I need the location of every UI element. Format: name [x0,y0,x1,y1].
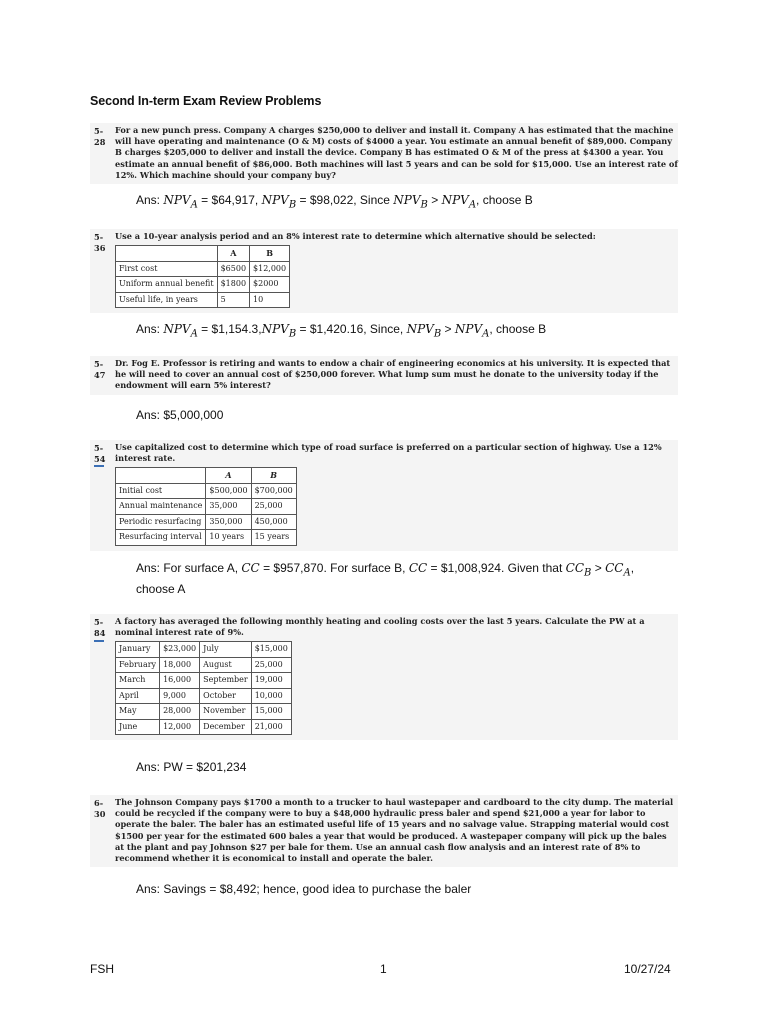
problem-5-54 [90,440,678,551]
data-table [115,245,290,308]
problem-5-47 [90,356,678,395]
problem-text: The Johnson Company pays $1700 a month to a trucker to haul wastepaper and cardboard to the city dump. The material could be recycled if the company were to buy a $48,000 hydraulic press baler and spend $21,000 a year for labor to operate the baler. The baler has an estimated useful life of 15 years and no salvage value. Strapping material would cost $1500 per year for the estimated 600 bales a year that would be produced. A wastepaper company will pick up the bales at the plant and pay Johnson $27 per bale for them. Use an annual cash flow analysis and an interest rate of 8% to recommend whether it is economical to install and operate the baler. [115,797,674,864]
problem-number: 5- 54 [94,443,106,465]
table-row: February 18,000 August 25,000 [116,657,292,673]
footer-left: FSH [90,962,114,976]
problem-text: For a new punch press. Company A charges $250,000 to deliver and install it. Company A has estimated that the machine will have operating and maintenance (O & M) costs of $4000 a year. You estimate an annual benefit of $89,000. Company B charges $205,000 to deliver and install the device. Company B has estimated O & M of the press at $4300 a year. You estimate an annual benefit of $86,000. Both machines will last 5 years and can be sold for $15,000. Use an interest rate of 12%. Which machine should your company buy? [115,125,678,180]
data-table [115,641,292,735]
table-row: Useful life, in years 5 10 [116,292,290,308]
blue-marker [94,640,104,642]
problem-number: 5- 47 [94,359,106,381]
footer-date: 10/27/24 [624,962,671,976]
problem-number: 5- 28 [94,126,106,148]
problem-5-28 [90,123,678,184]
table-row: June 12,000 December 21,000 [116,719,292,735]
document-title: Second In-term Exam Review Problems [90,94,322,108]
table-row: April 9,000 October 10,000 [116,688,292,704]
table-row: January $23,000 July $15,000 [116,642,292,658]
table-row: March 16,000 September 19,000 [116,673,292,689]
table-row: Initial cost $500,000 $700,000 [116,483,297,499]
table-row: Uniform annual benefit $1800 $2000 [116,277,290,293]
problem-text: Use a 10-year analysis period and an 8% interest rate to determine which alternative should be selected: [115,231,596,241]
problem-6-30 [90,795,678,867]
blue-marker [94,465,104,467]
answer-6-30: Ans: Savings = $8,492; hence, good idea to purchase the baler [136,882,472,896]
problem-text: Use capitalized cost to determine which type of road surface is preferred on a particular section of highway. Use a 12% interest rate. [115,442,662,464]
answer-5-84: Ans: PW = $201,234 [136,760,247,774]
answer-5-28: Ans: $NPV_A$ = $64,917, $NPV_B$ = $98,022, Since $NPV_B > NPV_A$, choose B [136,193,533,211]
problem-5-36 [90,229,678,313]
page-number: 1 [380,962,387,976]
problem-number: 6- 30 [94,798,106,820]
answer-5-54: Ans: For surface A, CC = $957,870. For surface B, CC = $1,008,924. Given that $CC_B > CC_A$, choose A [136,561,635,597]
answer-5-47: Ans: $5,000,000 [136,408,224,422]
table-row: Resurfacing interval 10 years 15 years [116,530,297,546]
problem-5-84 [90,614,678,740]
problem-text: A factory has averaged the following monthly heating and cooling costs over the last 5 years. Calculate the PW at a nominal interest rate of 9%. [115,616,645,638]
problem-number: 5- 84 [94,617,106,639]
data-table [115,467,297,546]
table-row: Annual maintenance 35,000 25,000 [116,499,297,515]
table-row: First cost $6500 $12,000 [116,261,290,277]
table-row: Periodic resurfacing 350,000 450,000 [116,514,297,530]
answer-5-36: Ans: $NPV_A$ = $\$1,154.3,NPV_B$ = $1,420.16, Since, $NPV_B > NPV_A$, choose B [136,322,547,340]
table-row: May 28,000 November 15,000 [116,704,292,720]
table-header-row: A B [116,246,290,262]
problem-number: 5- 36 [94,232,106,254]
problem-text: Dr. Fog E. Professor is retiring and wants to endow a chair of engineering economics at his university. It is expected that he will need to cover an annual cost of $250,000 forever. What lump sum must he donate to the university today if the endowment will earn 5% interest? [115,358,671,391]
table-header-row: A B [116,468,297,484]
